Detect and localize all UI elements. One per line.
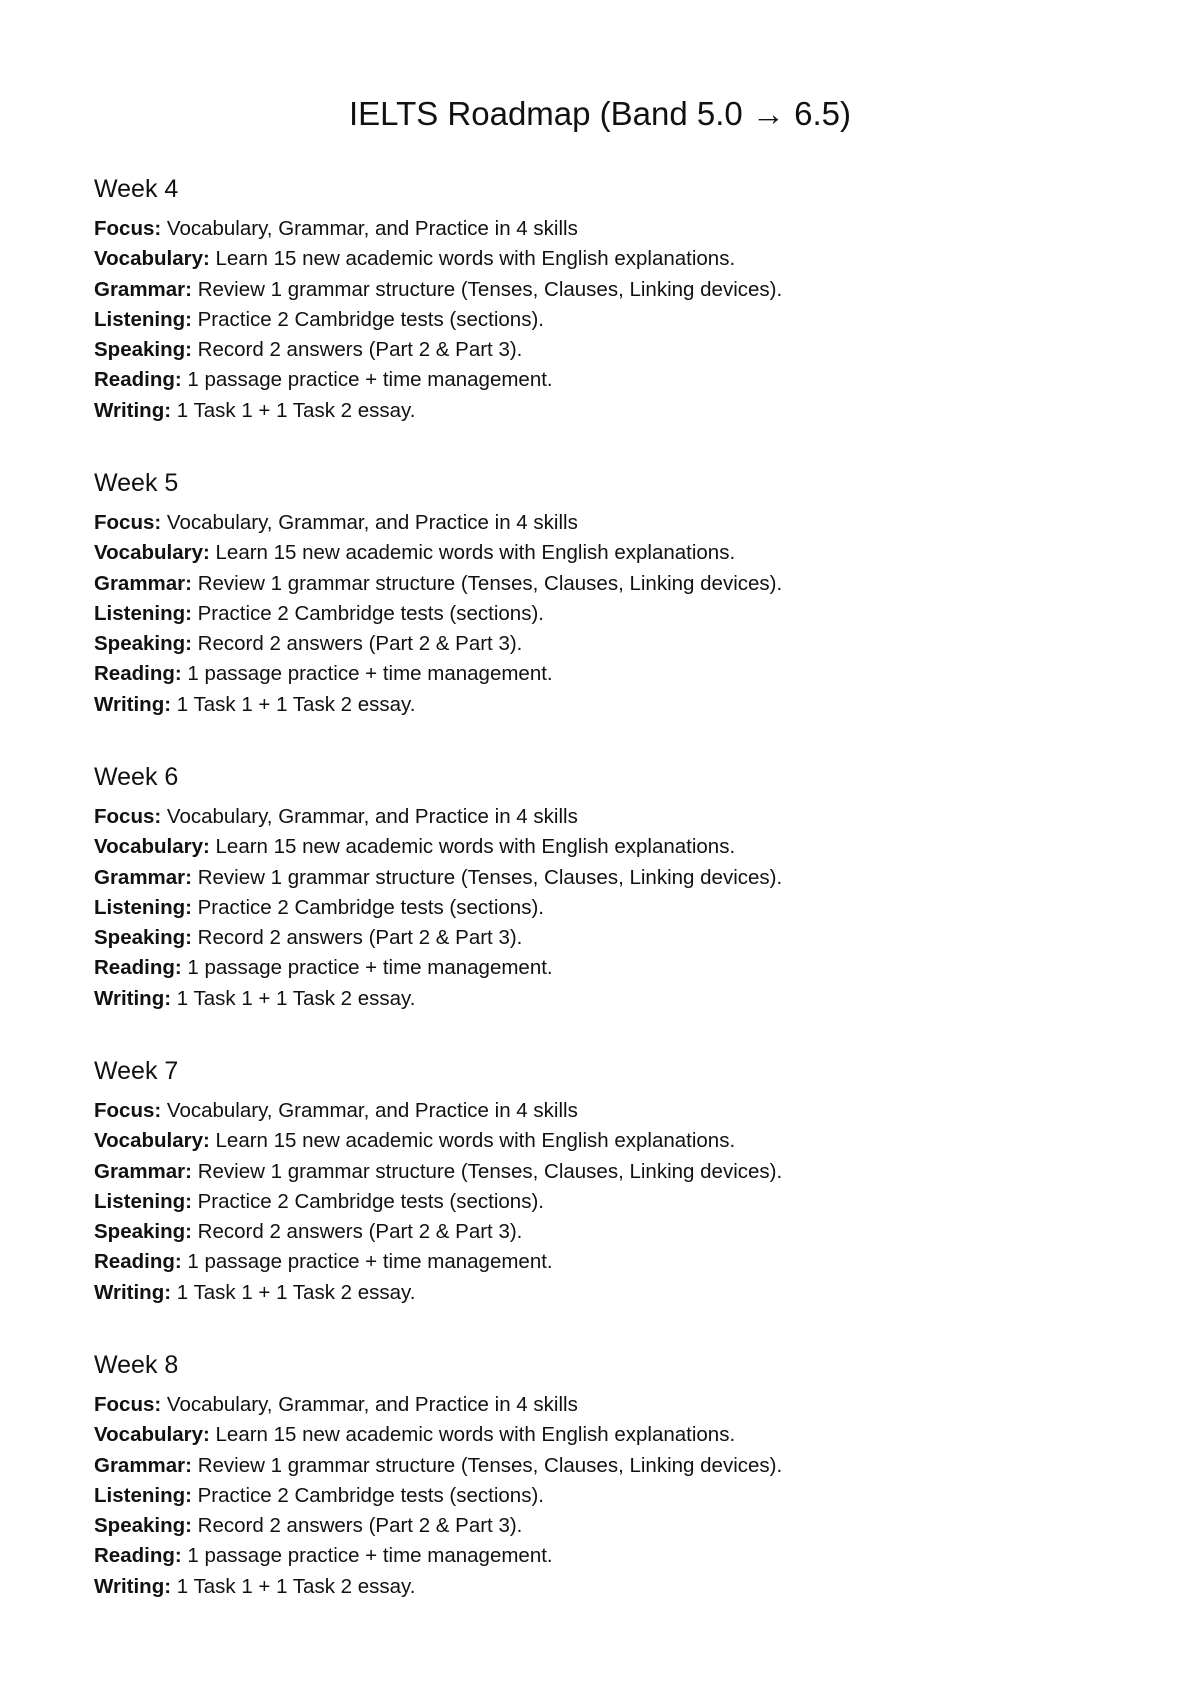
- line-text: Review 1 grammar structure (Tenses, Clauses, Linking devices).: [192, 865, 783, 889]
- line-label: Focus:: [94, 1393, 162, 1416]
- line-text: Practice 2 Cambridge tests (sections).: [191, 1483, 544, 1507]
- week-item-list: [94, 1096, 1094, 1308]
- line-text: 1 Task 1 + 1 Task 2 essay.: [171, 398, 416, 422]
- line-text: Record 2 answers (Part 2 & Part 3).: [191, 926, 523, 950]
- week-line-item: [94, 1217, 1094, 1247]
- line-text: 1 passage practice + time management.: [181, 1544, 553, 1568]
- week-line-item: [94, 953, 1094, 983]
- week-line-item: [94, 1420, 1094, 1450]
- line-text: Record 2 answers (Part 2 & Part 3).: [191, 632, 523, 656]
- line-text: 1 passage practice + time management.: [181, 1250, 553, 1274]
- week-item-list: [94, 214, 1094, 426]
- line-text: 1 passage practice + time management.: [181, 956, 553, 980]
- week-heading: Week 6: [94, 763, 179, 791]
- week-heading: Week 8: [94, 1351, 179, 1379]
- week-line-item: [94, 629, 1094, 659]
- line-label: Grammar:: [94, 1453, 192, 1477]
- line-text: 1 Task 1 + 1 Task 2 essay.: [171, 986, 416, 1010]
- week-line-item: [94, 599, 1094, 629]
- week-line-item: [94, 335, 1094, 365]
- line-text: Vocabulary, Grammar, and Practice in 4 skills: [161, 217, 578, 240]
- week-section: [94, 468, 1094, 720]
- line-label: Grammar:: [94, 571, 192, 595]
- week-line-item: [94, 244, 1094, 274]
- week-line-item: [94, 538, 1094, 568]
- line-label: Listening:: [94, 895, 192, 919]
- line-text: 1 Task 1 + 1 Task 2 essay.: [171, 1574, 416, 1598]
- line-label: Speaking:: [94, 926, 192, 950]
- line-text: Learn 15 new academic words with English explanations.: [209, 247, 736, 271]
- line-label: Grammar:: [94, 1159, 192, 1183]
- line-text: Review 1 grammar structure (Tenses, Clauses, Linking devices).: [192, 571, 783, 595]
- week-line-item: [94, 923, 1094, 953]
- line-text: Review 1 grammar structure (Tenses, Clauses, Linking devices).: [192, 1453, 783, 1477]
- week-item-list: [94, 802, 1094, 1014]
- week-line-item: [94, 1126, 1094, 1156]
- week-line-item: [94, 1572, 1094, 1602]
- week-line-item: [94, 1451, 1094, 1481]
- week-line-item: [94, 1541, 1094, 1571]
- line-label: Writing:: [94, 986, 172, 1010]
- line-text: 1 Task 1 + 1 Task 2 essay.: [171, 1280, 416, 1304]
- line-label: Speaking:: [94, 338, 192, 362]
- line-text: Learn 15 new academic words with English explanations.: [209, 1423, 736, 1447]
- week-line-item: [94, 659, 1094, 689]
- week-line-item: [94, 214, 1094, 244]
- line-text: Practice 2 Cambridge tests (sections).: [191, 895, 544, 919]
- week-section: [94, 1056, 1094, 1308]
- line-text: Review 1 grammar structure (Tenses, Clauses, Linking devices).: [192, 277, 783, 301]
- line-label: Focus:: [94, 805, 162, 828]
- line-text: Vocabulary, Grammar, and Practice in 4 skills: [161, 805, 578, 828]
- week-line-item: [94, 305, 1094, 335]
- line-text: 1 passage practice + time management.: [181, 662, 553, 686]
- line-label: Writing:: [94, 1574, 172, 1598]
- line-label: Reading:: [94, 368, 182, 392]
- week-line-item: [94, 1278, 1094, 1308]
- line-label: Listening:: [94, 1483, 192, 1507]
- line-label: Listening:: [94, 1189, 192, 1213]
- week-line-item: [94, 893, 1094, 923]
- week-line-item: [94, 690, 1094, 720]
- week-line-item: [94, 984, 1094, 1014]
- line-label: Reading:: [94, 1250, 182, 1274]
- line-label: Focus:: [94, 1099, 162, 1122]
- week-line-item: [94, 569, 1094, 599]
- line-label: Writing:: [94, 398, 172, 422]
- line-label: Vocabulary:: [94, 1423, 210, 1447]
- line-text: Learn 15 new academic words with English explanations.: [209, 835, 736, 859]
- line-label: Vocabulary:: [94, 835, 210, 859]
- week-section: [94, 174, 1094, 426]
- week-section: [94, 762, 1094, 1014]
- week-line-item: [94, 1187, 1094, 1217]
- line-label: Focus:: [94, 217, 162, 240]
- line-text: Review 1 grammar structure (Tenses, Clauses, Linking devices).: [192, 1159, 783, 1183]
- line-text: Practice 2 Cambridge tests (sections).: [191, 601, 544, 625]
- line-label: Vocabulary:: [94, 1129, 210, 1153]
- week-line-item: [94, 1511, 1094, 1541]
- line-text: Record 2 answers (Part 2 & Part 3).: [191, 1220, 523, 1244]
- line-text: Practice 2 Cambridge tests (sections).: [191, 1189, 544, 1213]
- line-label: Writing:: [94, 692, 172, 716]
- line-label: Listening:: [94, 601, 192, 625]
- week-line-item: [94, 1096, 1094, 1126]
- line-text: Practice 2 Cambridge tests (sections).: [191, 307, 544, 331]
- week-line-item: [94, 1157, 1094, 1187]
- week-line-item: [94, 863, 1094, 893]
- week-item-list: [94, 508, 1094, 720]
- week-heading: Week 4: [94, 175, 179, 203]
- line-text: Record 2 answers (Part 2 & Part 3).: [191, 338, 523, 362]
- week-line-item: [94, 1247, 1094, 1277]
- week-item-list: [94, 1390, 1094, 1602]
- line-label: Grammar:: [94, 865, 192, 889]
- line-label: Vocabulary:: [94, 247, 210, 271]
- week-line-item: [94, 275, 1094, 305]
- line-text: Vocabulary, Grammar, and Practice in 4 skills: [161, 511, 578, 534]
- week-line-item: [94, 1390, 1094, 1420]
- week-section: [94, 1350, 1094, 1602]
- week-heading: Week 7: [94, 1057, 179, 1085]
- line-label: Speaking:: [94, 1514, 192, 1538]
- line-text: Learn 15 new academic words with English explanations.: [209, 541, 736, 565]
- line-label: Writing:: [94, 1280, 172, 1304]
- line-text: Record 2 answers (Part 2 & Part 3).: [191, 1514, 523, 1538]
- week-line-item: [94, 802, 1094, 832]
- line-label: Vocabulary:: [94, 541, 210, 565]
- document-title: IELTS Roadmap (Band 5.0 → 6.5): [349, 95, 851, 132]
- line-label: Reading:: [94, 956, 182, 980]
- line-label: Reading:: [94, 1544, 182, 1568]
- line-label: Grammar:: [94, 277, 192, 301]
- week-line-item: [94, 1481, 1094, 1511]
- week-line-item: [94, 396, 1094, 426]
- line-text: Vocabulary, Grammar, and Practice in 4 skills: [161, 1393, 578, 1416]
- line-text: 1 Task 1 + 1 Task 2 essay.: [171, 692, 416, 716]
- line-label: Speaking:: [94, 632, 192, 656]
- line-label: Reading:: [94, 662, 182, 686]
- line-label: Speaking:: [94, 1220, 192, 1244]
- week-line-item: [94, 508, 1094, 538]
- line-text: Learn 15 new academic words with English explanations.: [209, 1129, 736, 1153]
- week-heading: Week 5: [94, 469, 179, 497]
- line-label: Focus:: [94, 511, 162, 534]
- line-text: 1 passage practice + time management.: [181, 368, 553, 392]
- week-line-item: [94, 832, 1094, 862]
- week-line-item: [94, 365, 1094, 395]
- line-text: Vocabulary, Grammar, and Practice in 4 skills: [161, 1099, 578, 1122]
- line-label: Listening:: [94, 307, 192, 331]
